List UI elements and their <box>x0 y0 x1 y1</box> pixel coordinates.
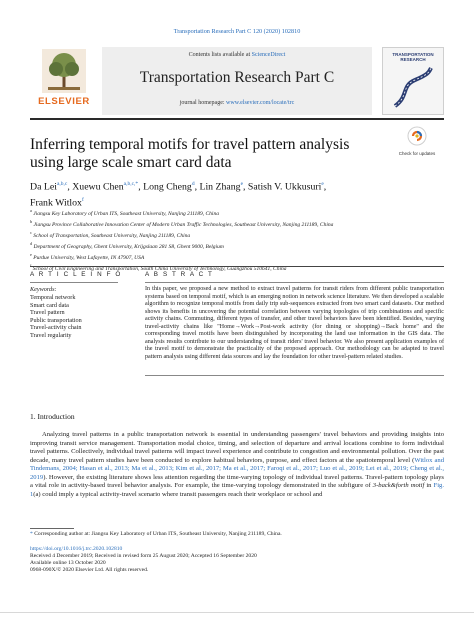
sciencedirect-link[interactable]: ScienceDirect <box>251 52 286 58</box>
author-separator: , <box>138 181 144 193</box>
elsevier-tree-icon <box>42 49 86 93</box>
keyword-item: Travel pattern <box>30 309 65 317</box>
keyword-item: Temporal network <box>30 294 76 301</box>
author-separator: , <box>67 181 73 193</box>
author-name[interactable]: Frank Witlox <box>30 197 82 209</box>
homepage-line: journal homepage: www.elsevier.com/locate/trc <box>179 100 295 106</box>
affiliation-list <box>30 207 444 273</box>
affiliation-text: Purdue University, West Lafayette, IN 47907, USA <box>33 254 145 261</box>
keywords-rule <box>30 282 118 283</box>
journal-title: Transportation Research Part C <box>139 69 335 86</box>
author-affiliation-marker[interactable]: e <box>321 181 324 187</box>
affiliation-text: School of Transportation, Southeast University, Nanjing 211189, China <box>33 232 191 239</box>
keywords-list <box>30 294 130 339</box>
abstract-header: A B S T R A C T <box>145 271 214 278</box>
check-updates-label: Check for updates <box>398 151 436 156</box>
keyword-item: Public transportation <box>30 316 82 324</box>
page-bottom-rule <box>0 612 474 613</box>
author-affiliation-marker[interactable]: f <box>81 197 84 204</box>
affiliation-marker: d <box>30 241 33 247</box>
affiliation-text: School of Civil Engineering and Transportation, South China University of Technology, Guangzhou 510641, China <box>32 265 287 272</box>
author-name[interactable]: Xuewu Chen <box>72 181 124 193</box>
affiliation-text: Jiangsu Key Laboratory of Urban ITS, Southeast University, Nanjing 211189, China <box>33 210 219 217</box>
abstract-rule <box>145 282 444 283</box>
affiliation-item <box>30 207 444 218</box>
affiliation-item <box>30 240 444 251</box>
author-name[interactable]: Long Cheng <box>143 181 192 193</box>
article-footer <box>30 546 444 574</box>
abstract-end-rule <box>145 375 444 376</box>
copyright: 0968-090X/© 2020 Elsevier Ltd. All rights reserved. <box>30 567 149 574</box>
author-affiliation-marker[interactable]: a,b,c <box>56 181 68 187</box>
abstract-text: In this paper, we proposed a new method to extract travel patterns for transit riders from different public transportation systems based on temporal motif, which is an emerging notion in network science literature. We then developed a scalable algorithm to recognize temporal motifs from daily trip sub-sequences extracted from two smart card datasets. Our method shows its benefits in uncovering the potential correlation between varying topologies of trip combinations and specific activity chains. Commuting, different types of transfer, and other travel behaviors have been identified. Besides, varying travel-activity chains like "Home→Work→Post-work activity (for dining or shopping)→Back home" and the corresponding travel motifs have been distinguished by incorporating the land use information in the GIS data. The analysis results contribute to our understanding of transit riders' travel behavior. We also present application examples of the travel motif to demonstrate the practicality of the proposed approach. Our methodology can be adapted to travel pattern analysis using different data sources and lay the foundation for other travel-pattern related studies. <box>145 286 444 360</box>
affiliation-item <box>30 229 444 240</box>
author-separator: , <box>243 181 248 193</box>
journal-masthead <box>30 47 444 115</box>
introduction-heading: 1. Introduction <box>30 412 75 421</box>
affiliation-marker: a <box>30 208 32 213</box>
author-separator: , <box>194 181 200 193</box>
publisher-logo[interactable] <box>30 49 98 111</box>
affiliation-marker: e <box>30 252 32 258</box>
affiliation-item <box>30 218 444 229</box>
affiliation-marker: c <box>30 230 32 236</box>
homepage-link[interactable]: www.elsevier.com/locate/trc <box>226 100 295 106</box>
available-online: Available online 13 October 2020 <box>30 560 106 567</box>
journal-cover[interactable] <box>382 47 444 115</box>
author-affiliation-marker[interactable]: d <box>191 181 195 187</box>
author-affiliation-marker[interactable]: e <box>240 181 244 187</box>
contents-line: Contents lists available at ScienceDirect <box>188 52 286 58</box>
keyword-item: Travel regularity <box>30 331 72 339</box>
author-separator: , <box>323 181 327 193</box>
received-dates: Received 4 December 2019; Received in revised form 25 August 2020; Accepted 16 September 2020 <box>30 553 257 560</box>
affiliation-marker: b <box>30 219 33 225</box>
author-name[interactable]: Da Lei <box>30 181 57 193</box>
author-name[interactable]: Lin Zhang <box>199 181 241 193</box>
footnote-rule <box>30 528 74 529</box>
check-for-updates-badge[interactable] <box>398 126 436 158</box>
author-name[interactable]: Satish V. Ukkusuri <box>247 181 322 193</box>
publisher-wordmark: ELSEVIER <box>38 96 90 107</box>
affiliation-text: Department of Geography, Ghent University, Krijgslaan 281 S8, Ghent 9000, Belgium <box>33 243 224 250</box>
cover-road-icon <box>391 66 435 110</box>
keywords-label: Keywords: <box>30 286 57 293</box>
affiliation-item <box>30 251 444 262</box>
corresponding-author-footnote: * Corresponding author at: Jiangsu Key Laboratory of Urban ITS, Southeast University, Nanjing 211189, China. <box>30 531 282 537</box>
article-info-header: A R T I C L E I N F O <box>30 271 122 278</box>
journal-citation-link[interactable]: Transportation Research Part C 120 (2020) 102810 <box>173 28 301 35</box>
citation-link[interactable]: Witlox and Tindemans, 2004; Hasan et al., 2013; Ma et al., 2013; Kim et al., 2017; Ma et al., 2017; Faroqi et al., 2017; Luo et al., 2019; Lei et al., 2019; Cheng et al., 2019 <box>30 456 445 481</box>
article-title: Inferring temporal motifs for travel pattern analysis using large scale smart card data <box>30 136 350 171</box>
affiliation-text: Jiangsu Province Collaborative Innovation Center of Modern Urban Traffic Technologies, Southeast University, Nanjing 211189, China <box>33 221 334 228</box>
masthead-rule <box>30 118 444 120</box>
section-rule <box>30 266 444 267</box>
introduction-paragraph: Analyzing travel patterns in a public transportation network is essential in understanding passengers' travel behaviors and providing insights into improving transit service management. Transportation modal choice, timing, and selection of departure and arrival locations combine to form individual travel patterns. Collectively, individual travel patterns will impact travel experience and contribute to congestion and environmental pollution. Over the past decade, many travel pattern studies have been conducted to explore habitual behaviors, purpose, and effect factors at the spatiotemporal level (Witlox and Tindemans, 2004; Hasan et al., 2013; Ma et al., 2013; Kim et al., 2017; Ma et al., 2017; Faroqi et al., 2017; Luo et al., 2019; Lei et al., 2019; Cheng et al., 2019). However, the existing literature shows less attention regarding the time-varying topology of individual travel patterns. Travel-pattern topology plays a vital role in activity-based travel behavior analysis. For example, the time-varying topology demonstrated in the subfigure of 3-back&forth motif in Fig. 1(a) could imply a typical activity-travel scenario where transit passengers reach their workplace or school and <box>30 431 445 498</box>
cover-title: TRANSPORTATION RESEARCH <box>392 52 434 62</box>
keyword-item: Smart card data <box>30 301 69 309</box>
figure-link[interactable]: Fig. 1 <box>30 482 444 498</box>
author-affiliation-marker[interactable]: a,b,c,* <box>123 181 139 187</box>
keyword-item: Travel-activity chain <box>30 324 82 332</box>
author-list <box>30 178 444 210</box>
journal-info-block <box>102 47 372 115</box>
doi-link[interactable]: https://doi.org/10.1016/j.trc.2020.102810 <box>30 546 123 552</box>
check-updates-icon <box>407 126 427 146</box>
